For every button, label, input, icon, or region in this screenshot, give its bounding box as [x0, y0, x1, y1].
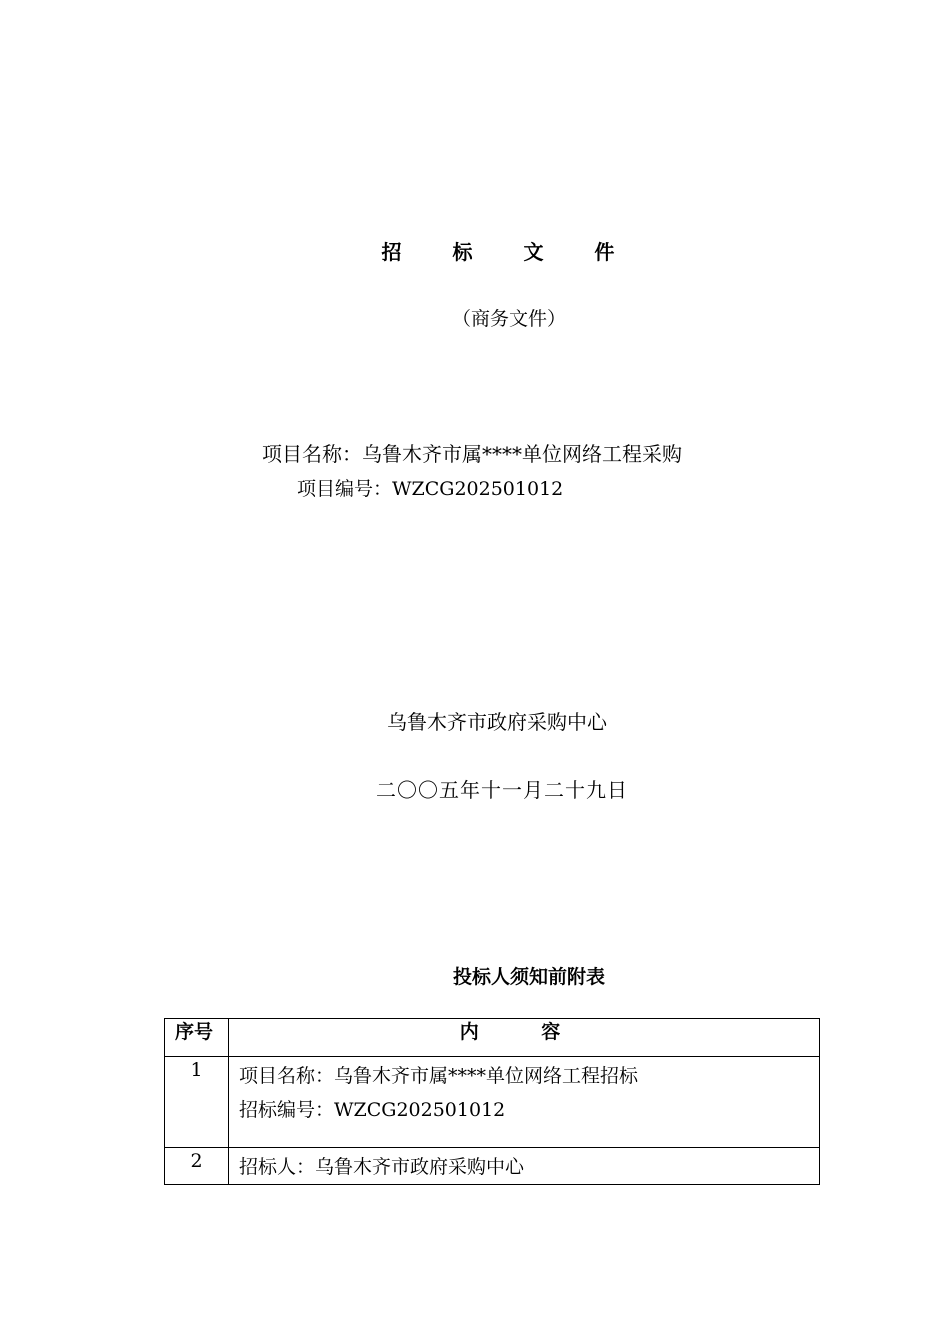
header-content: 内 容 — [229, 1019, 820, 1057]
row-content — [229, 1057, 820, 1148]
appendix-title: 投标人须知前附表 — [452, 966, 605, 988]
project-name: 项目名称：乌鲁木齐市属****单位网络工程采购 — [262, 442, 682, 466]
row-seq: 1 — [165, 1057, 229, 1148]
document-subtitle: （商务文件） — [451, 308, 566, 330]
table-header-row — [165, 1019, 820, 1057]
row-content-line: 招标编号：WZCG202501012 — [239, 1099, 506, 1121]
header-seq: 序号 — [165, 1019, 229, 1057]
table-row — [165, 1057, 820, 1148]
issuing-organization: 乌鲁木齐市政府采购中心 — [387, 710, 607, 734]
project-number: 项目编号：WZCG202501012 — [297, 478, 564, 500]
appendix-table — [164, 1018, 820, 1185]
issue-date: 二〇〇五年十一月二十九日 — [376, 778, 628, 802]
row-content-line: 项目名称：乌鲁木齐市属****单位网络工程招标 — [239, 1065, 639, 1087]
document-title: 招 标 文 件 — [381, 240, 637, 264]
row-content-line: 招标人：乌鲁木齐市政府采购中心 — [239, 1156, 525, 1178]
row-seq: 2 — [165, 1148, 229, 1185]
row-content — [229, 1148, 820, 1185]
table-row — [165, 1148, 820, 1185]
